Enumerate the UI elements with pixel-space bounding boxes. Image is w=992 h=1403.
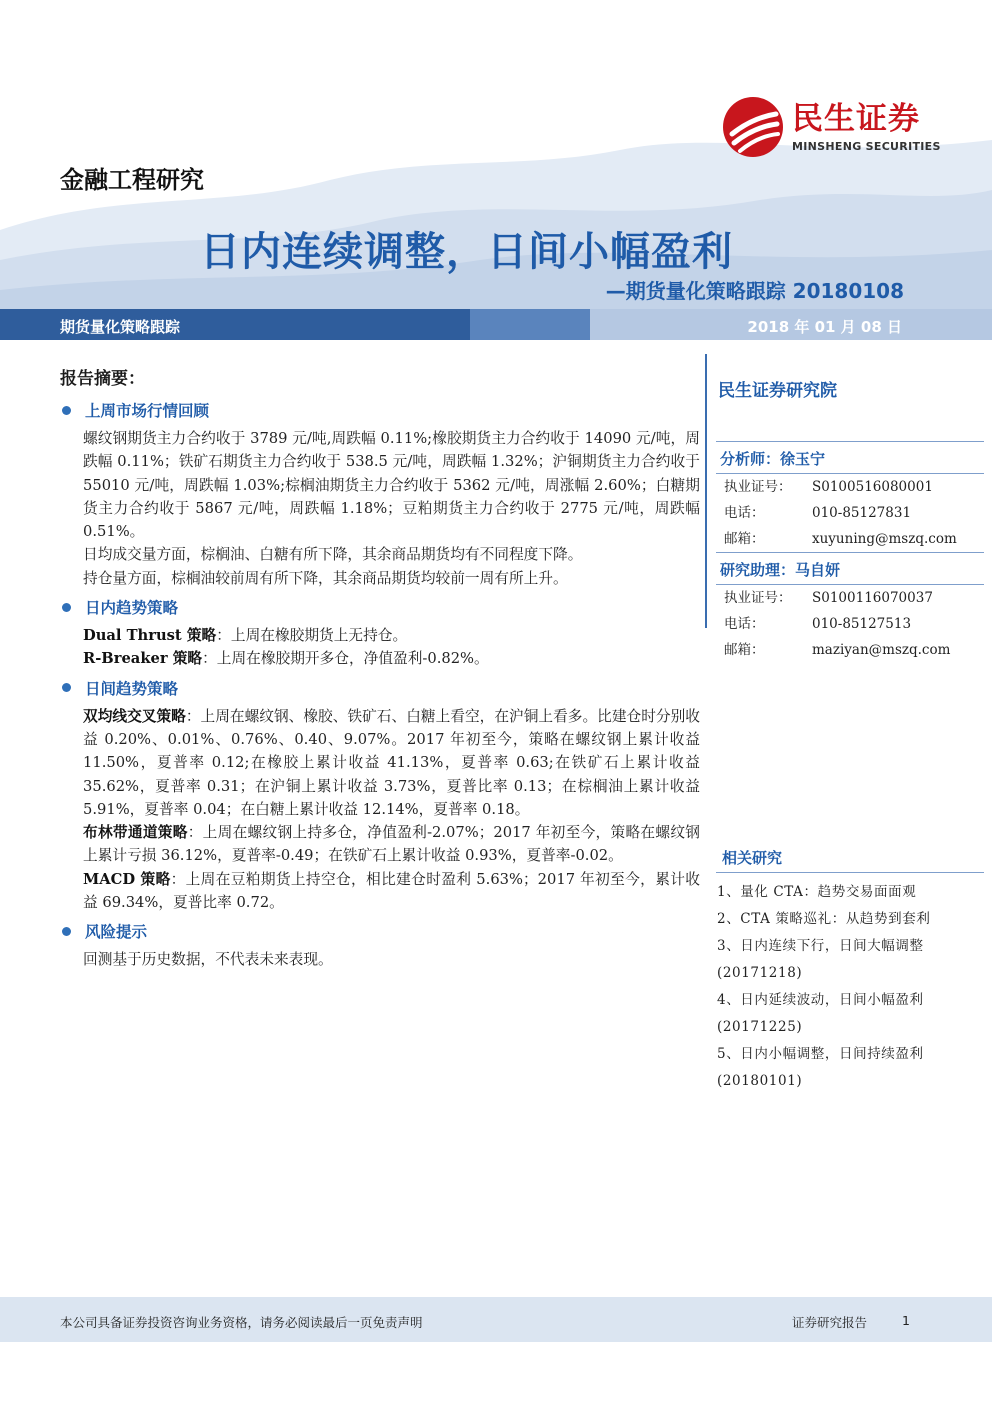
strategy-label: 双均线交叉策略: [83, 707, 186, 725]
strategy-text: ：上周在螺纹钢上持多仓，净值盈利-2.07%；2017 年初至今，策略在螺纹钢上累计亏损 36.12%，夏普率-0.49；在铁矿石上累计收益 0.93%，夏普率-0.02。: [83, 824, 700, 865]
related-item[interactable]: 3、日内连续下行，日间大幅调整: [717, 938, 924, 954]
summary-column: [60, 364, 700, 972]
related-item-date: (20171218): [717, 965, 803, 981]
band-report-series: 期货量化策略跟踪: [60, 318, 181, 336]
logo-en: MINSHENG SECURITIES: [792, 139, 941, 153]
related-item[interactable]: 1、量化 CTA：趋势交易面面观: [717, 884, 917, 900]
footer-disclaimer: 本公司具备证券投资咨询业务资格，请务必阅读最后一页免责声明: [60, 1315, 423, 1330]
dual-thrust-paragraph: [83, 624, 700, 647]
strategy-label: MACD 策略: [83, 870, 171, 888]
analyst-email[interactable]: xuyuning@mszq.com: [812, 531, 957, 547]
section-heading-text: 风险提示: [85, 922, 148, 942]
related-item[interactable]: 2、CTA 策略巡礼：从趋势到套利: [717, 911, 931, 927]
strategy-text: ：上周在螺纹钢、橡胶、铁矿石、白糖上看空，在沪铜上看多。比建仓时分别收益 0.20%、0.01%、0.76%、0.40、9.07%。2017 年初至今，策略在螺纹钢上累计收益 11.50%，夏普率 0.12;在橡胶上累计收益 41.13%，夏普率 0.63;在铁矿石上累计收益 35.62%，夏普率 0.31；在沪铜上累计收益 3.73%，夏普比率 0.13；在棕榈油上累计收益 5.91%，夏普率 0.04；在白糖上累计收益 12.14%，夏普率 0.18。: [83, 707, 700, 818]
related-research-heading: 相关研究: [722, 849, 783, 867]
related-item-date: (20180101): [717, 1073, 803, 1089]
strategy-label: 布林带通道策略: [83, 824, 188, 842]
assistant-heading: 研究助理：马自妍: [720, 561, 841, 579]
page-subtitle: —期货量化策略跟踪 20180108: [605, 279, 904, 303]
column-divider: [705, 354, 707, 628]
assistant-phone-row: 电话： 010-85127513: [724, 616, 912, 632]
strategy-text: ：上周在豆粕期货上持空仓，相比建仓时盈利 5.63%；2017 年初至今，累计收益 69.34%，夏普比率 0.72。: [83, 870, 700, 912]
logo-emblem-icon: [722, 96, 784, 158]
summary-title: 报告摘要：: [60, 369, 145, 389]
analyst-heading: 分析师：徐玉宁: [720, 450, 826, 468]
risk-paragraph: 回测基于历史数据，不代表未来表现。: [83, 951, 333, 969]
section-heading-market-review: [60, 399, 700, 421]
analyst-license-row: 执业证号： S0100516080001: [724, 479, 933, 495]
assistant-license-row: 执业证号： S0100116070037: [724, 590, 933, 606]
logo-cn: 民生证券: [792, 100, 920, 137]
analyst-phone-row: 电话： 010-85127831: [724, 505, 912, 521]
assistant-email-row: 邮箱： maziyan@mszq.com: [716, 637, 984, 663]
analyst-email-row: 邮箱： xuyuning@mszq.com: [716, 526, 984, 552]
bullet-dot-icon: [62, 927, 71, 936]
footer-report-type: 证券研究报告: [792, 1315, 868, 1330]
institute-name: 民生证券研究院: [718, 381, 837, 401]
company-logo: [722, 96, 941, 158]
page-title: 日内连续调整，日间小幅盈利: [200, 229, 733, 275]
band-report-date: 2018 年 01 月 08 日: [747, 318, 902, 336]
related-item-date: (20171225): [717, 1019, 803, 1035]
macd-paragraph: [83, 868, 700, 915]
section-heading-risk: [60, 920, 700, 942]
bullet-dot-icon: [62, 406, 71, 415]
strategy-text: ：上周在橡胶期开多仓，净值盈利-0.82%。: [202, 650, 489, 668]
position-paragraph: 持仓量方面，棕榈油较前周有所下降，其余商品期货均较前一周有所上升。: [83, 569, 568, 587]
section-heading-text: 日间趋势策略: [85, 678, 179, 698]
section-heading-text: 日内趋势策略: [85, 598, 179, 618]
section-heading-interday: [60, 677, 700, 699]
related-item[interactable]: 5、日内小幅调整，日间持续盈利: [717, 1046, 924, 1062]
section-heading-intraday: [60, 596, 700, 618]
related-item[interactable]: 4、日内延续波动，日间小幅盈利: [717, 992, 924, 1008]
footer-page-number: 1: [902, 1313, 910, 1328]
section-heading-text: 上周市场行情回顾: [85, 401, 210, 420]
bullet-dot-icon: [62, 683, 71, 692]
section-title: 金融工程研究: [60, 166, 204, 194]
strategy-text: ：上周在橡胶期货上无持仓。: [216, 627, 408, 645]
strategy-label: R-Breaker 策略: [83, 650, 203, 668]
report-header: [0, 0, 992, 340]
dual-ma-paragraph: [83, 705, 700, 821]
market-review-paragraph: 螺纹钢期货主力合约收于 3789 元/吨,周跌幅 0.11%;橡胶期货主力合约收于 14090 元/吨，周跌幅 0.11%；铁矿石期货主力合约收于 538.5 元/吨，周跌幅 1.32%；沪铜期货主力合约收于 55010 元/吨，周跌幅 1.03%;棕榈油期货主力合约收于 5362 元/吨，周涨幅 2.60%；白糖期货主力合约收于 5867 元/吨，周跌幅 1.18%；豆粕期货主力合约收于 2775 元/吨，周跌幅 0.51%。: [83, 430, 700, 541]
r-breaker-paragraph: [83, 647, 700, 670]
volume-paragraph: 日均成交量方面，棕榈油、白糖有所下降，其余商品期货均有不同程度下降。: [83, 546, 583, 564]
assistant-email[interactable]: maziyan@mszq.com: [812, 642, 951, 658]
bullet-dot-icon: [62, 603, 71, 612]
sidebar-column: [716, 370, 984, 1095]
strategy-label: Dual Thrust 策略: [83, 627, 217, 645]
bollinger-paragraph: [83, 821, 700, 868]
